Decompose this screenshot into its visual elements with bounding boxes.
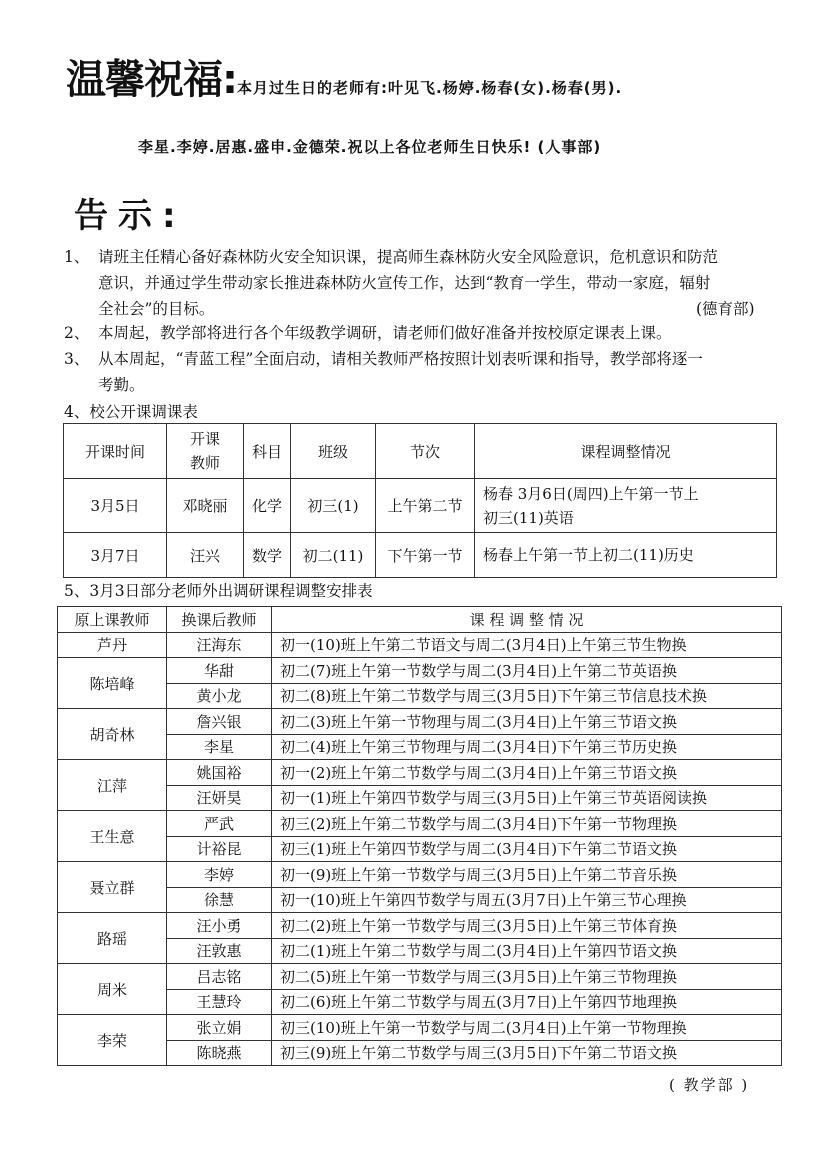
substitute-teacher-cell: 华甜 (167, 658, 272, 684)
item-number: 3、 (64, 350, 90, 368)
notice-item-3 (64, 346, 703, 398)
item-number: 1、 (64, 248, 90, 266)
header-cell: 班级 (291, 424, 376, 479)
adjustment-cell: 初二(4)班上午第三节物理与周二(3月4日)下午第三节历史换 (272, 734, 782, 760)
substitute-teacher-cell: 李婷 (167, 862, 272, 888)
period-cell: 上午第二节 (376, 479, 475, 533)
table-row (58, 811, 782, 837)
teaching-dept-label: ( 教学部 ) (669, 1076, 750, 1094)
table-header-row (64, 424, 777, 479)
substitute-teacher-cell: 吕志铭 (167, 964, 272, 990)
original-teacher-cell: 王生意 (58, 811, 167, 862)
adjustment-cell: 初三(10)班上午第一节数学与周二(3月4日)上午第一节物理换 (272, 1015, 782, 1041)
header-cell: 课 程 调 整 情 况 (272, 607, 782, 633)
substitute-teacher-cell: 严武 (167, 811, 272, 837)
substitute-teacher-cell: 詹兴银 (167, 709, 272, 735)
adjustment-text: 杨春 3月6日(周四)上午第一节上 (483, 484, 699, 503)
table-row (58, 964, 782, 990)
adjustment-cell: 初三(2)班上午第二节数学与周二(3月4日)下午第一节物理换 (272, 811, 782, 837)
adjustment-cell: 杨春上午第一节上初二(11)历史 (475, 533, 777, 578)
table-row (58, 938, 782, 964)
substitute-teacher-cell: 黄小龙 (167, 683, 272, 709)
adjustment-cell: 初三(9)班上午第二节数学与周三(3月5日)下午第二节语文换 (272, 1040, 782, 1066)
adjustment-cell: 初二(6)班上午第二节数学与周五(3月7日)上午第四节地理换 (272, 989, 782, 1015)
header-cell: 课程调整情况 (475, 424, 777, 479)
original-teacher-cell: 李荣 (58, 1015, 167, 1066)
table-row (58, 887, 782, 913)
substitute-teacher-cell: 汪小勇 (167, 913, 272, 939)
item-text: 全社会”的目标。 (98, 300, 215, 318)
substitute-teacher-cell: 汪敦惠 (167, 938, 272, 964)
table-row (64, 479, 777, 533)
original-teacher-cell: 周米 (58, 964, 167, 1015)
period-cell: 下午第一节 (376, 533, 475, 578)
greeting-colon: : (222, 57, 237, 103)
adjustment-cell: 初二(3)班上午第一节物理与周二(3月4日)上午第三节语文换 (272, 709, 782, 735)
subject-cell: 数学 (244, 533, 291, 578)
adjustment-cell: 初一(1)班上午第四节数学与周三(3月5日)上午第三节英语阅读换 (272, 785, 782, 811)
table-row (58, 862, 782, 888)
table-row (58, 989, 782, 1015)
teacher-cell: 邓晓丽 (167, 479, 244, 533)
table-row (58, 632, 782, 658)
table-row (58, 836, 782, 862)
adjustment-cell (475, 479, 777, 533)
section-5-title: 5、3月3日部分老师外出调研课程调整安排表 (64, 582, 373, 600)
substitute-teacher-cell: 张立娟 (167, 1015, 272, 1041)
table-row (64, 533, 777, 578)
adjustment-cell: 初一(2)班上午第二节数学与周二(3月4日)上午第三节语文换 (272, 760, 782, 786)
original-teacher-cell: 陈培峰 (58, 658, 167, 709)
table-row (58, 709, 782, 735)
subject-cell: 化学 (244, 479, 291, 533)
substitute-teacher-cell: 李星 (167, 734, 272, 760)
open-class-schedule-table (63, 423, 777, 578)
header-cell: 原上课教师 (58, 607, 167, 633)
adjustment-text: 初三(11)英语 (483, 508, 574, 527)
notice-item-1 (64, 244, 755, 322)
class-cell: 初三(1) (291, 479, 376, 533)
adjustment-cell: 初三(1)班上午第四节数学与周二(3月4日)下午第二节语文换 (272, 836, 782, 862)
substitute-teacher-cell: 徐慧 (167, 887, 272, 913)
course-adjustment-table (57, 606, 782, 1066)
greeting-line-2: 李星.李婷.居惠.盛申.金德荣.祝以上各位老师生日快乐! (人事部) (138, 138, 602, 156)
class-cell: 初二(11) (291, 533, 376, 578)
adjustment-cell: 初一(10)班上午第四节数学与周五(3月7日)上午第三节心理换 (272, 887, 782, 913)
original-teacher-cell: 江萍 (58, 760, 167, 811)
table-row (58, 1040, 782, 1066)
dept-label: (德育部) (696, 300, 755, 318)
adjustment-cell: 初二(1)班上午第二节数学与周二(3月4日)上午第四节语文换 (272, 938, 782, 964)
original-teacher-cell: 芦丹 (58, 632, 167, 658)
substitute-teacher-cell: 陈晓燕 (167, 1040, 272, 1066)
header-text: 教师 (189, 454, 220, 472)
date-cell: 3月5日 (64, 479, 167, 533)
notice-item-2 (64, 320, 672, 346)
adjustment-cell: 初二(7)班上午第一节数学与周二(3月4日)上午第二节英语换 (272, 658, 782, 684)
original-teacher-cell: 路瑶 (58, 913, 167, 964)
substitute-teacher-cell: 汪海东 (167, 632, 272, 658)
item-text: 考勤。 (98, 376, 145, 394)
item-text: 意识，并通过学生带动家长推进森林防火宣传工作，达到“教育一学生，带动一家庭，辐射 (98, 274, 711, 292)
section-4-title: 4、校公开课调课表 (64, 403, 198, 421)
table-row (58, 785, 782, 811)
substitute-teacher-cell: 王慧玲 (167, 989, 272, 1015)
header-text: 开课 (189, 430, 220, 448)
adjustment-cell: 初二(8)班上午第二节数学与周三(3月5日)下午第三节信息技术换 (272, 683, 782, 709)
adjustment-cell: 初一(9)班上午第一节数学与周三(3月5日)上午第二节音乐换 (272, 862, 782, 888)
header-cell: 节次 (376, 424, 475, 479)
table-row (58, 683, 782, 709)
header-cell: 科目 (244, 424, 291, 479)
table-row (58, 913, 782, 939)
item-number: 2、 (64, 324, 90, 342)
item-text: 本周起，教学部将进行各个年级教学调研，请老师们做好准备并按校原定课表上课。 (98, 324, 672, 342)
header-cell (167, 424, 244, 479)
original-teacher-cell: 胡奇林 (58, 709, 167, 760)
table-header-row (58, 607, 782, 633)
table-row (58, 1015, 782, 1041)
date-cell: 3月7日 (64, 533, 167, 578)
notice-title: 告示: (74, 196, 186, 236)
item-text: 从本周起，“青蓝工程”全面启动，请相关教师严格按照计划表听课和指导，教学部将逐一 (98, 350, 703, 368)
table-row (58, 734, 782, 760)
greeting-line-1: 本月过生日的老师有:叶见飞.杨婷.杨春(女).杨春(男). (237, 79, 623, 97)
adjustment-cell: 初一(10)班上午第二节语文与周二(3月4日)上午第三节生物换 (272, 632, 782, 658)
table-row (58, 760, 782, 786)
header-cell: 换课后教师 (167, 607, 272, 633)
adjustment-cell: 初二(2)班上午第一节数学与周三(3月5日)上午第三节体育换 (272, 913, 782, 939)
teacher-cell: 汪兴 (167, 533, 244, 578)
substitute-teacher-cell: 姚国裕 (167, 760, 272, 786)
substitute-teacher-cell: 计裕昆 (167, 836, 272, 862)
greeting-heading (66, 56, 622, 112)
greeting-title: 温馨祝福 (66, 57, 222, 103)
table-row (58, 658, 782, 684)
item-text: 请班主任精心备好森林防火安全知识课，提高师生森林防火安全风险意识，危机意识和防范 (98, 248, 719, 266)
substitute-teacher-cell: 汪妍昊 (167, 785, 272, 811)
header-cell: 开课时间 (64, 424, 167, 479)
adjustment-cell: 初二(5)班上午第一节数学与周三(3月5日)上午第三节物理换 (272, 964, 782, 990)
original-teacher-cell: 聂立群 (58, 862, 167, 913)
